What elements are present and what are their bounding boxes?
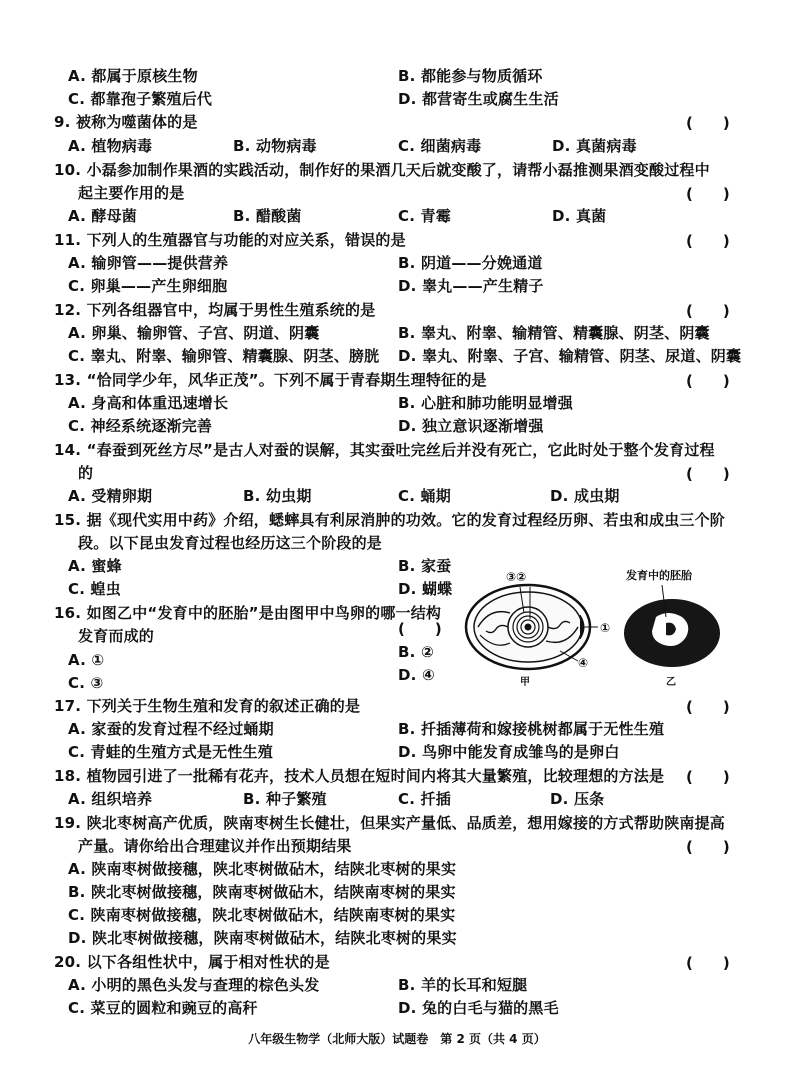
q9-option-b: B. 动物病毒 xyxy=(233,137,317,155)
q10-option-b: B. 醋酸菌 xyxy=(233,207,302,225)
q18-option-b: B. 种子繁殖 xyxy=(243,790,327,808)
q13-stem: 13. “恰同学少年，风华正茂”。下列不属于青春期生理特征的是 xyxy=(54,371,487,389)
figure-caption-yi: 乙 xyxy=(666,677,676,688)
q10-option-d: D. 真菌 xyxy=(552,207,607,225)
q16-option-d: D. ④ xyxy=(398,666,435,684)
q18-option-a: A. 组织培养 xyxy=(68,790,153,808)
embryo-title: 发育中的胚胎 xyxy=(626,569,692,582)
q16-option-b: B. ② xyxy=(398,643,434,661)
page-footer: 八年级生物学（北师大版）试题卷 第 2 页（共 4 页） xyxy=(248,1032,546,1046)
q9-option-d: D. 真菌病毒 xyxy=(552,137,637,155)
q13-option-d: D. 独立意识逐渐增强 xyxy=(398,417,544,435)
q13-option-b: B. 心脏和肺功能明显增强 xyxy=(398,394,573,412)
q11-option-c: C. 卵巢——产生卵细胞 xyxy=(68,277,228,295)
egg-label-1: ① xyxy=(600,621,611,635)
q13-answer-paren: ( ) xyxy=(686,372,730,390)
q13-option-c: C. 神经系统逐渐完善 xyxy=(68,417,213,435)
egg-label-4: ④ xyxy=(578,656,589,670)
q12-option-c: C. 睾丸、附睾、输卵管、精囊腺、阴茎、膀胱 xyxy=(68,347,380,365)
q15-option-a: A. 蜜蜂 xyxy=(68,557,122,575)
q17-answer-paren: ( ) xyxy=(686,698,730,716)
q11-option-b: B. 阴道——分娩通道 xyxy=(398,254,543,272)
q18-option-d: D. 压条 xyxy=(550,790,605,808)
q14-option-a: A. 受精卵期 xyxy=(68,487,153,505)
q19-option-c: C. 陕南枣树做接穗，陕北枣树做砧木，结陕南枣树的果实 xyxy=(68,906,456,924)
q20-option-d: D. 兔的白毛与猫的黑毛 xyxy=(398,999,559,1017)
egg-label-3-2: ③② xyxy=(506,570,527,584)
q16-stem-line2: 发育而成的 xyxy=(78,627,155,645)
q14-option-b: B. 幼虫期 xyxy=(243,487,312,505)
q9-option-c: C. 细菌病毒 xyxy=(398,137,482,155)
embryo-diagram-yi xyxy=(624,585,720,667)
q10-answer-paren: ( ) xyxy=(686,185,730,203)
q12-option-a: A. 卵巢、输卵管、子宫、阴道、阴囊 xyxy=(68,324,320,342)
q11-answer-paren: ( ) xyxy=(686,232,730,250)
q14-answer-paren: ( ) xyxy=(686,465,730,483)
q17-stem: 17. 下列关于生物生殖和发育的叙述正确的是 xyxy=(54,697,361,715)
q12-answer-paren: ( ) xyxy=(686,302,730,320)
q20-stem: 20. 以下各组性状中，属于相对性状的是 xyxy=(54,953,330,971)
q14-stem-line1: 14. “春蚕到死丝方尽”是古人对蚕的误解，其实蚕吐完丝后并没有死亡，它此时处于整个发育过程 xyxy=(54,441,715,459)
q9-stem: 9. 被称为噬菌体的是 xyxy=(54,113,198,131)
q12-option-d: D. 睾丸、附睾、子宫、输精管、阴茎、尿道、阴囊 xyxy=(398,347,742,365)
q16-answer-paren: ( ) xyxy=(398,620,442,638)
q17-option-c: C. 青蛙的生殖方式是无性生殖 xyxy=(68,743,273,761)
q8-option-a: A. 都属于原核生物 xyxy=(68,67,198,85)
q8-option-d: D. 都营寄生或腐生生活 xyxy=(398,90,559,108)
q19-stem-line1: 19. 陕北枣树高产优质，陕南枣树生长健壮，但果实产量低、品质差，想用嫁接的方式帮助陕南提高 xyxy=(54,814,725,832)
q19-option-a: A. 陕南枣树做接穗，陕北枣树做砧木，结陕北枣树的果实 xyxy=(68,860,457,878)
q10-option-c: C. 青霉 xyxy=(398,207,451,225)
q10-stem-line2: 起主要作用的是 xyxy=(78,184,185,202)
q19-option-b: B. 陕北枣树做接穗，陕南枣树做砧木，结陕南枣树的果实 xyxy=(68,883,456,901)
q15-stem-line1: 15. 据《现代实用中药》介绍，蟋蟀具有利尿消肿的功效。它的发育过程经历卵、若虫和成虫三个阶 xyxy=(54,511,725,529)
q20-option-a: A. 小明的黑色头发与查理的棕色头发 xyxy=(68,976,320,994)
q11-option-a: A. 输卵管——提供营养 xyxy=(68,254,229,272)
q16-option-c: C. ③ xyxy=(68,674,104,692)
q17-option-a: A. 家蚕的发育过程不经过蛹期 xyxy=(68,720,274,738)
q14-option-c: C. 蛹期 xyxy=(398,487,451,505)
q10-stem-line1: 10. 小磊参加制作果酒的实践活动，制作好的果酒几天后就变酸了，请帮小磊推测果酒变酸过程中 xyxy=(54,161,710,179)
q19-answer-paren: ( ) xyxy=(686,838,730,856)
q16-option-a: A. ① xyxy=(68,651,105,669)
q20-option-c: C. 菜豆的圆粒和豌豆的高秆 xyxy=(68,999,258,1017)
q14-option-d: D. 成虫期 xyxy=(550,487,620,505)
q20-answer-paren: ( ) xyxy=(686,954,730,972)
q18-answer-paren: ( ) xyxy=(686,768,730,786)
q8-option-c: C. 都靠孢子繁殖后代 xyxy=(68,90,213,108)
q9-answer-paren: ( ) xyxy=(686,114,730,132)
q12-option-b: B. 睾丸、附睾、输精管、精囊腺、阴茎、阴囊 xyxy=(398,324,710,342)
q15-stem-line2: 段。以下昆虫发育过程也经历这三个阶段的是 xyxy=(78,534,383,552)
q16-stem-line1: 16. 如图乙中“发育中的胚胎”是由图甲中鸟卵的哪一结构 xyxy=(54,604,442,622)
q15-option-d: D. 蝴蝶 xyxy=(398,580,453,598)
q12-stem: 12. 下列各组器官中，均属于男性生殖系统的是 xyxy=(54,301,376,319)
q9-option-a: A. 植物病毒 xyxy=(68,137,153,155)
q11-option-d: D. 睾丸——产生精子 xyxy=(398,277,544,295)
egg-figure xyxy=(460,565,750,690)
q8-option-b: B. 都能参与物质循环 xyxy=(398,67,543,85)
figure-caption-jia: 甲 xyxy=(520,677,530,688)
q15-option-b: B. 家蚕 xyxy=(398,557,452,575)
q19-option-d: D. 陕北枣树做接穗，陕南枣树做砧木，结陕北枣树的果实 xyxy=(68,929,457,947)
q10-option-a: A. 酵母菌 xyxy=(68,207,138,225)
q19-stem-line2: 产量。请你给出合理建议并作出预期结果 xyxy=(78,837,352,855)
q20-option-b: B. 羊的长耳和短腿 xyxy=(398,976,528,994)
q13-option-a: A. 身高和体重迅速增长 xyxy=(68,394,229,412)
q11-stem: 11. 下列人的生殖器官与功能的对应关系，错误的是 xyxy=(54,231,406,249)
q17-option-b: B. 扦插薄荷和嫁接桃树都属于无性生殖 xyxy=(398,720,665,738)
q18-option-c: C. 扦插 xyxy=(398,790,451,808)
q15-option-c: C. 蝗虫 xyxy=(68,580,121,598)
q17-option-d: D. 鸟卵中能发育成雏鸟的是卵白 xyxy=(398,743,620,761)
q14-stem-line2: 的 xyxy=(78,464,94,482)
q18-stem: 18. 植物园引进了一批稀有花卉，技术人员想在短时间内将其大量繁殖，比较理想的方法是 xyxy=(54,767,665,785)
